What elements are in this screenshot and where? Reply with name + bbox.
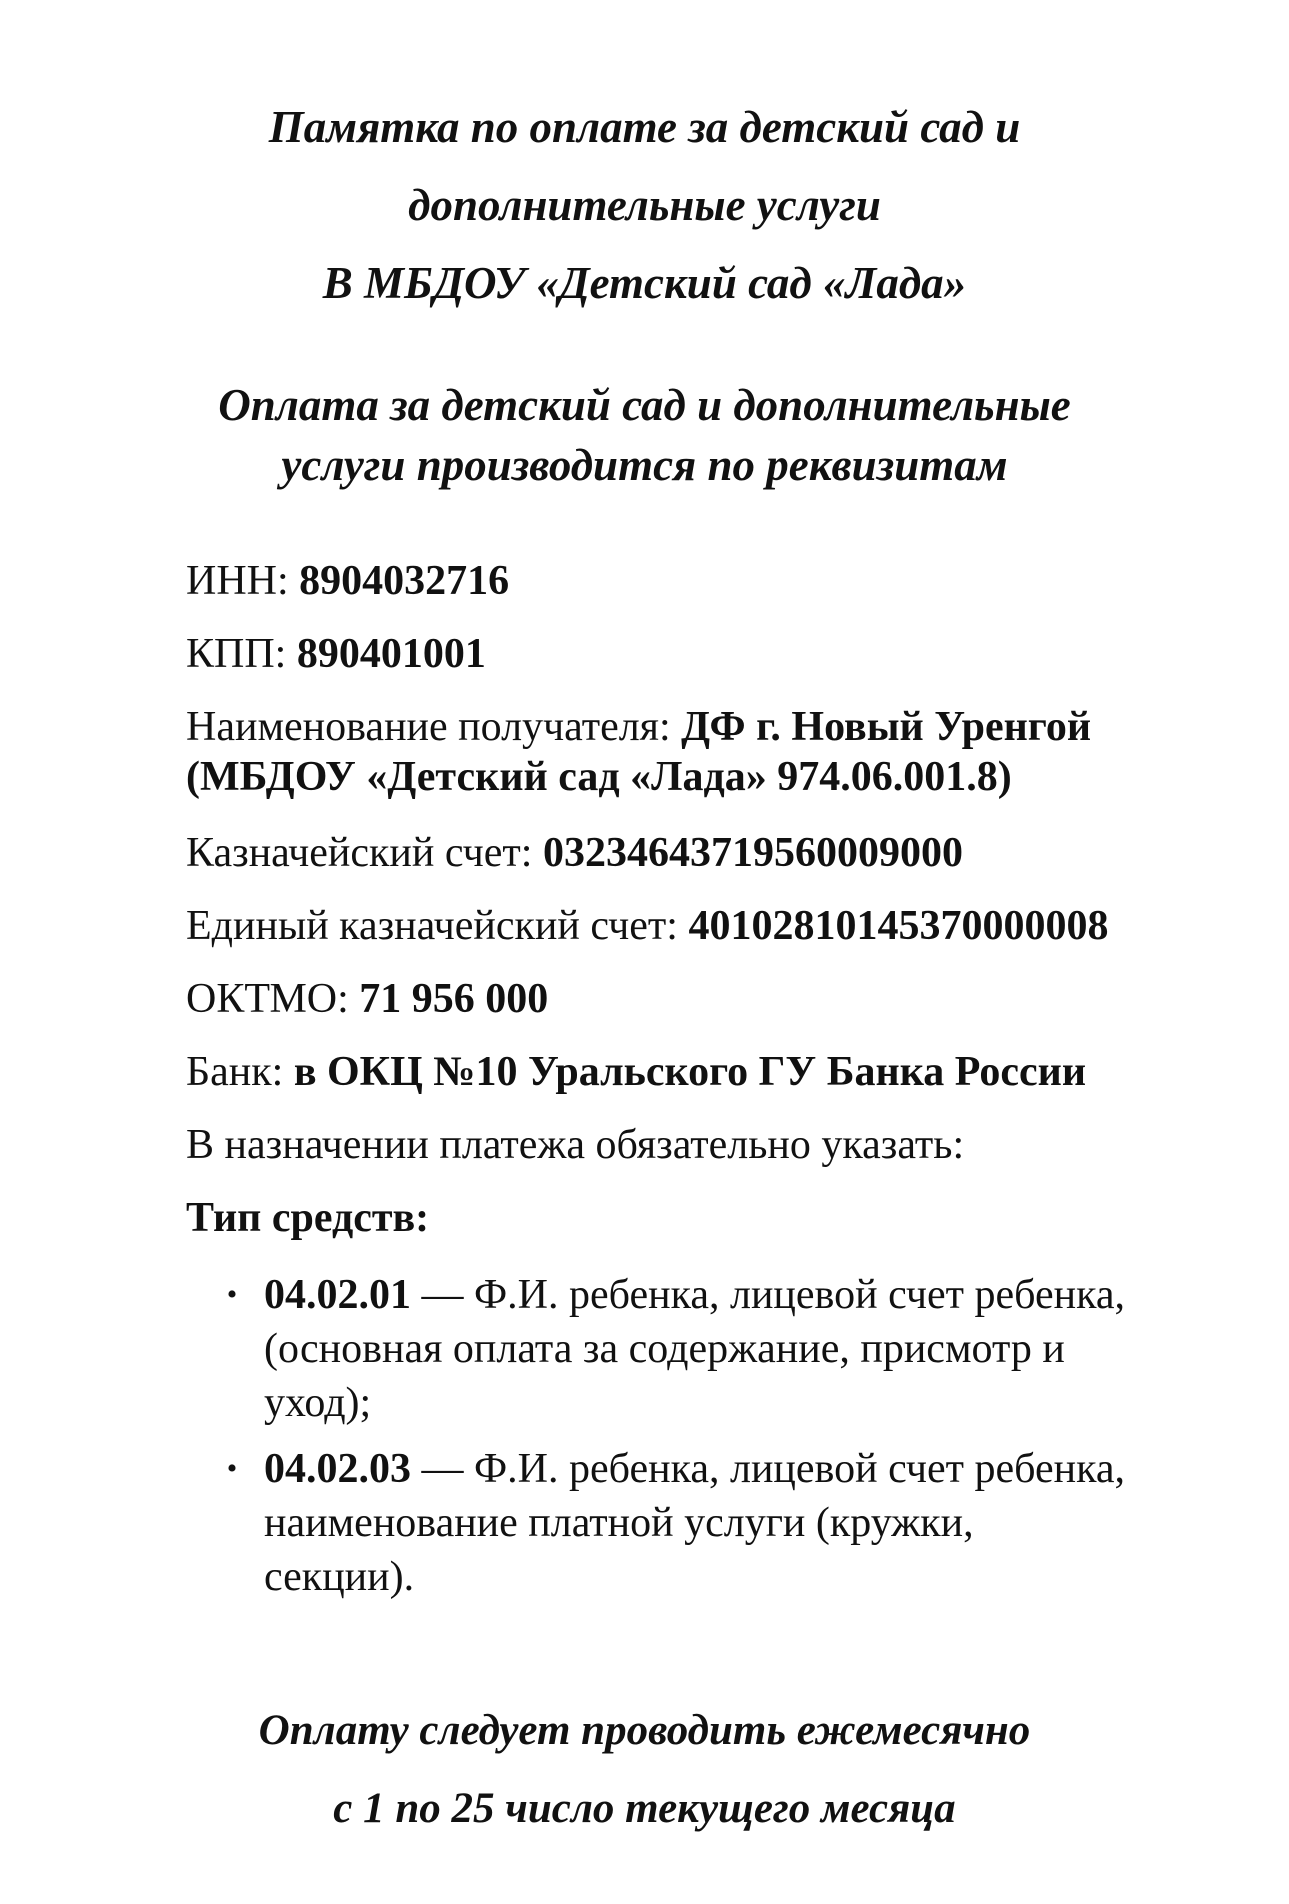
title-line-2: дополнительные услуги	[408, 180, 881, 230]
fund-type-text-line-3: уход);	[264, 1380, 372, 1426]
bullet-dot-icon: •	[226, 1278, 238, 1311]
fund-type-code: 04.02.01	[264, 1272, 411, 1318]
inn-row	[186, 556, 1226, 606]
fund-type-list	[222, 1268, 1222, 1616]
kpp-label: КПП:	[186, 631, 297, 677]
oktmo-row	[186, 974, 1226, 1024]
payment-schedule-note	[0, 1692, 1289, 1848]
document-subtitle	[0, 375, 1289, 495]
fund-type-label: Тип средств:	[186, 1195, 430, 1241]
fund-type-text-line-3: секции).	[264, 1554, 415, 1600]
title-line-1: Памятка по оплате за детский сад и	[268, 102, 1021, 152]
footer-line-2: с 1 по 25 число текущего месяца	[333, 1785, 956, 1832]
single-treasury-account-row	[186, 901, 1226, 951]
kpp-row	[186, 629, 1226, 679]
inn-label: ИНН:	[186, 558, 300, 604]
fund-type-code: 04.02.03	[264, 1446, 411, 1492]
subtitle-line-2: услуги производится по реквизитам	[281, 440, 1008, 490]
recipient-label: Наименование получателя:	[186, 704, 682, 750]
oktmo-label: ОКТМО:	[186, 976, 360, 1022]
fund-type-text-line-2: (основная оплата за содержание, присмотр и	[264, 1326, 1065, 1372]
oktmo-value: 71 956 000	[359, 976, 549, 1022]
inn-value: 8904032716	[299, 558, 510, 604]
recipient-row	[186, 702, 1226, 802]
list-item	[222, 1442, 1222, 1604]
single-treasury-account-label: Единый казначейский счет:	[186, 903, 689, 949]
bank-row	[186, 1047, 1226, 1097]
list-item	[222, 1268, 1222, 1430]
purpose-note: В назначении платежа обязательно указать:	[186, 1122, 965, 1168]
recipient-value-line-2: (МБДОУ «Детский сад «Лада» 974.06.001.8)	[186, 754, 1012, 800]
fund-type-text-line-1: — Ф.И. ребенка, лицевой счет ребенка,	[411, 1446, 1125, 1492]
fund-type-heading	[186, 1193, 1226, 1243]
bank-label: Банк:	[186, 1049, 294, 1095]
recipient-value-line-1: ДФ г. Новый Уренгой	[681, 704, 1092, 750]
fund-type-text-line-2: наименование платной услуги (кружки,	[264, 1500, 974, 1546]
footer-line-1: Оплату следует проводить ежемесячно	[258, 1707, 1031, 1754]
subtitle-line-1: Оплата за детский сад и дополнительные	[218, 380, 1071, 430]
bank-value: в ОКЦ №10 Уральского ГУ Банка России	[293, 1049, 1087, 1095]
title-line-3: В МБДОУ «Детский сад «Лада»	[322, 258, 967, 308]
kpp-value: 890401001	[296, 631, 486, 677]
document-title	[0, 88, 1289, 322]
fund-type-text-line-1: — Ф.И. ребенка, лицевой счет ребенка,	[411, 1272, 1125, 1318]
bullet-dot-icon: •	[226, 1452, 238, 1485]
treasury-account-value: 03234643719560009000	[542, 830, 963, 876]
treasury-account-label: Казначейский счет:	[186, 830, 543, 876]
single-treasury-account-value: 40102810145370000008	[688, 903, 1109, 949]
treasury-account-row	[186, 828, 1226, 878]
